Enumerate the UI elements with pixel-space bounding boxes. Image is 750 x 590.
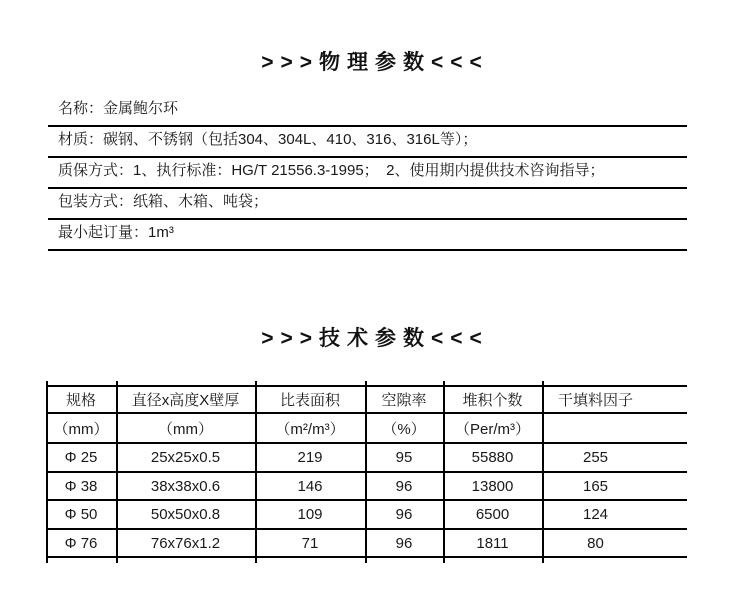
table-unit-surface-area: （m²/m³） xyxy=(275,420,345,438)
table-cell: 25x25x0.5 xyxy=(150,449,221,466)
table-cell: 124 xyxy=(582,506,609,523)
table-cell: 80 xyxy=(587,534,604,552)
physical-params-title: >>>物理参数<<< xyxy=(261,51,489,74)
table-cell: 255 xyxy=(582,449,609,466)
table-cell: 165 xyxy=(582,477,609,495)
table-cell: 1811 xyxy=(476,534,509,552)
technical-params-table xyxy=(46,385,687,557)
table-unit-dimensions: （mm） xyxy=(158,420,213,438)
table-header-packing-count: 堆积个数 xyxy=(462,391,523,409)
table-cell: 71 xyxy=(301,534,319,552)
table-unit-spec: （mm） xyxy=(53,420,109,438)
table-cell: 96 xyxy=(395,506,413,523)
table-cell: 146 xyxy=(297,477,323,495)
table-cell: 13800 xyxy=(471,477,514,495)
table-unit-dry-packing-factor xyxy=(542,413,687,443)
table-header-dimensions: 直径x高度X壁厚 xyxy=(131,391,240,409)
table-cell: Φ 76 xyxy=(64,534,98,552)
table-cell: 95 xyxy=(395,449,413,466)
param-row-warranty: 质保方式：1、执行标准：HG/T 21556.3-1995； 2、使用期内提供技术咨询指导； xyxy=(48,158,687,189)
table-cell: 109 xyxy=(297,506,323,523)
param-row-moq: 最小起订量：1m³ xyxy=(48,220,687,251)
table-cell: 55880 xyxy=(471,449,514,466)
table-cell: Φ 50 xyxy=(64,506,98,523)
table-unit-packing-count: （Per/m³） xyxy=(454,420,530,438)
table-cell: Φ 38 xyxy=(64,477,98,495)
table-cell: 219 xyxy=(297,449,323,466)
technical-params-grid xyxy=(46,385,687,557)
table-cell: 6500 xyxy=(475,506,510,523)
table-cell: Φ 25 xyxy=(64,449,98,466)
table-cell: 50x50x0.8 xyxy=(150,506,221,523)
table-cell: 76x76x1.2 xyxy=(150,534,221,552)
table-cell: 96 xyxy=(395,534,413,552)
table-unit-voidage: （%） xyxy=(382,420,426,438)
technical-params-title: >>>技术参数<<< xyxy=(261,327,489,350)
table-header-voidage: 空隙率 xyxy=(381,391,427,409)
param-row-packaging: 包装方式：纸箱、木箱、吨袋； xyxy=(48,189,687,220)
table-cell: 96 xyxy=(395,477,413,495)
table-header-surface-area: 比表面积 xyxy=(279,391,340,409)
table-header-dry-packing-factor: 干填料因子 xyxy=(557,391,633,409)
table-header-spec: 规格 xyxy=(65,391,96,409)
param-row-material: 材质：碳钢、不锈钢（包括304、304L、410、316、316L等）； xyxy=(48,127,687,158)
physical-params-list xyxy=(48,96,687,251)
param-row-name: 名称：金属鲍尔环 xyxy=(48,96,687,127)
table-cell: 38x38x0.6 xyxy=(150,477,221,495)
